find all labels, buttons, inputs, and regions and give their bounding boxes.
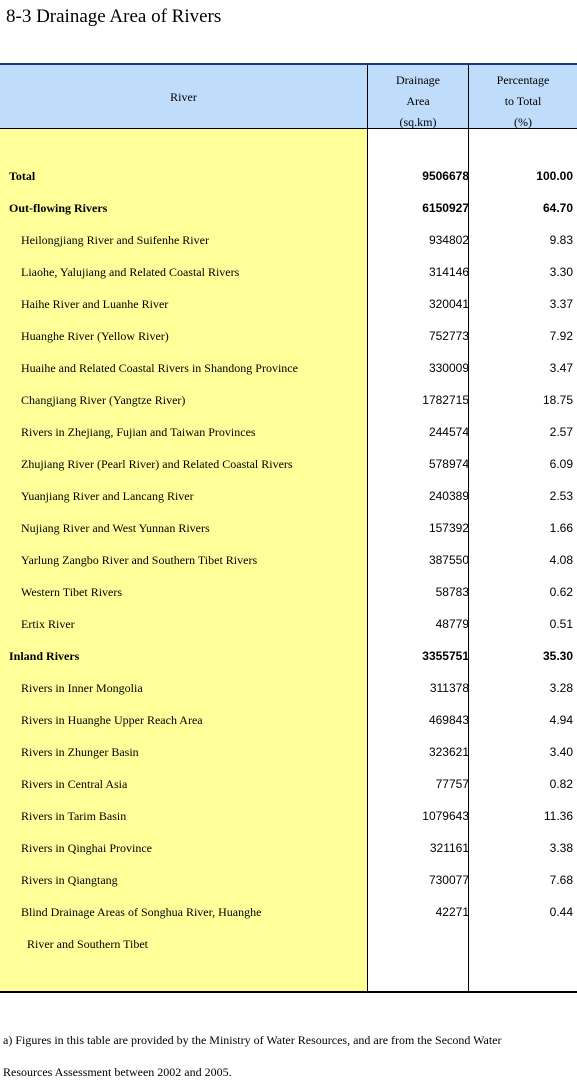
table-row [0, 417, 577, 449]
river-name: Rivers in Qinghai Province [21, 841, 152, 855]
table-row [0, 481, 577, 513]
table-row [0, 449, 577, 481]
drainage-area-value: 157392 [428, 521, 469, 535]
drainage-area-value: 934802 [428, 233, 469, 247]
percentage-value: 0.44 [549, 905, 573, 919]
river-name: Liaohe, Yalujiang and Related Coastal Rivers [21, 265, 240, 279]
table-row [0, 641, 577, 673]
percentage-value: 3.47 [549, 361, 573, 375]
river-name: Nujiang River and West Yunnan Rivers [21, 521, 210, 535]
percentage-value: 3.30 [549, 265, 573, 279]
river-name: River and Southern Tibet [27, 937, 149, 951]
river-name: Blind Drainage Areas of Songhua River, Huanghe [21, 905, 262, 919]
table-row [0, 193, 577, 225]
percentage-value: 18.75 [542, 393, 573, 407]
table-row [0, 289, 577, 321]
table-row [0, 865, 577, 897]
drainage-area-value: 752773 [428, 329, 469, 343]
river-name: Heilongjiang River and Suifenhe River [21, 233, 209, 247]
drainage-area-value: 320041 [428, 297, 469, 311]
header-pct-line1: Percentage [496, 73, 550, 87]
river-name: Rivers in Inner Mongolia [21, 681, 143, 695]
table-row [0, 225, 577, 257]
table-row [0, 385, 577, 417]
footnote-line2: Resources Assessment between 2002 and 2005. [3, 1065, 232, 1079]
percentage-value: 64.70 [542, 201, 573, 215]
percentage-value: 4.08 [549, 553, 573, 567]
table-row [0, 161, 577, 193]
percentage-value: 2.57 [549, 425, 573, 439]
drainage-area-value: 42271 [435, 905, 469, 919]
drainage-area-value: 244574 [428, 425, 469, 439]
river-name: Total [9, 169, 36, 183]
header-pct-line2: to Total [504, 94, 542, 108]
river-name: Ertix River [21, 617, 75, 631]
header-area-line1: Drainage [396, 73, 440, 87]
percentage-value: 4.94 [549, 713, 573, 727]
table-row [0, 833, 577, 865]
footnote-line1: a) Figures in this table are provided by the Ministry of Water Resources, and are from the Second Water [3, 1033, 502, 1047]
river-name: Western Tibet Rivers [21, 585, 123, 599]
river-name: Haihe River and Luanhe River [21, 297, 169, 311]
river-name: Rivers in Zhejiang, Fujian and Taiwan Provinces [21, 425, 256, 439]
drainage-area-value: 314146 [428, 265, 469, 279]
percentage-value: 11.36 [543, 809, 573, 823]
drainage-area-value: 730077 [428, 873, 469, 887]
table-row [0, 897, 577, 929]
drainage-area-value: 330009 [428, 361, 469, 375]
percentage-value: 7.92 [549, 329, 573, 343]
river-name: Zhujiang River (Pearl River) and Related Coastal Rivers [21, 457, 293, 471]
percentage-value: 0.62 [549, 585, 573, 599]
drainage-area-value: 469843 [428, 713, 469, 727]
river-name: Huaihe and Related Coastal Rivers in Shandong Province [21, 361, 298, 375]
table-row [0, 353, 577, 385]
header-area-line2: Area [406, 94, 430, 108]
table-row [0, 801, 577, 833]
table-header [0, 63, 577, 129]
header-river: River [170, 90, 197, 104]
drainage-area-value: 77757 [435, 777, 469, 791]
percentage-value: 9.83 [549, 233, 573, 247]
drainage-area-value: 1079643 [422, 809, 469, 823]
table-row [0, 609, 577, 641]
drainage-area-value: 48779 [435, 617, 469, 631]
table-row [0, 737, 577, 769]
river-name: Rivers in Central Asia [21, 777, 128, 791]
header-area-line3: (sq.km) [399, 115, 437, 129]
table-row [0, 929, 577, 961]
percentage-value: 35.30 [542, 649, 573, 663]
drainage-area-value: 578974 [428, 457, 469, 471]
river-name: Rivers in Zhunger Basin [21, 745, 139, 759]
page-title: 8-3 Drainage Area of Rivers [6, 6, 222, 27]
table-bottom-rule [0, 991, 577, 993]
river-name: Inland Rivers [9, 649, 80, 663]
percentage-value: 2.53 [549, 489, 573, 503]
header-percentage [469, 65, 577, 129]
drainage-area-value: 6150927 [422, 201, 469, 215]
river-name: Changjiang River (Yangtze River) [21, 393, 186, 407]
table-row [0, 321, 577, 353]
percentage-value: 6.09 [549, 457, 573, 471]
drainage-area-value: 321161 [429, 841, 469, 855]
table-row [0, 673, 577, 705]
drainage-area-value: 387550 [428, 553, 469, 567]
drainage-table [0, 63, 577, 993]
table-row [0, 545, 577, 577]
river-name: Rivers in Qiangtang [21, 873, 118, 887]
drainage-area-value: 311378 [429, 681, 469, 695]
river-name: Yuanjiang River and Lancang River [21, 489, 194, 503]
percentage-value: 100.00 [536, 169, 573, 183]
header-drainage-area [367, 65, 469, 129]
table-row [0, 577, 577, 609]
drainage-area-value: 58783 [435, 585, 469, 599]
percentage-value: 0.51 [549, 617, 573, 631]
drainage-area-value: 240389 [428, 489, 469, 503]
percentage-value: 3.38 [549, 841, 573, 855]
percentage-value: 1.66 [549, 521, 573, 535]
drainage-area-value: 9506678 [422, 169, 469, 183]
table-row [0, 769, 577, 801]
percentage-value: 0.82 [549, 777, 573, 791]
percentage-value: 3.28 [549, 681, 573, 695]
header-pct-line3: (%) [514, 115, 532, 129]
river-name: Out-flowing Rivers [9, 201, 108, 215]
table-row [0, 705, 577, 737]
river-name: Rivers in Tarim Basin [21, 809, 127, 823]
drainage-area-value: 323621 [428, 745, 469, 759]
drainage-area-value: 1782715 [422, 393, 469, 407]
percentage-value: 3.40 [549, 745, 573, 759]
drainage-area-value: 3355751 [422, 649, 469, 663]
percentage-value: 7.68 [549, 873, 573, 887]
table-row [0, 257, 577, 289]
table-row [0, 513, 577, 545]
river-name: Huanghe River (Yellow River) [21, 329, 169, 343]
river-name: Rivers in Huanghe Upper Reach Area [21, 713, 203, 727]
percentage-value: 3.37 [549, 297, 573, 311]
river-name: Yarlung Zangbo River and Southern Tibet Rivers [21, 553, 258, 567]
